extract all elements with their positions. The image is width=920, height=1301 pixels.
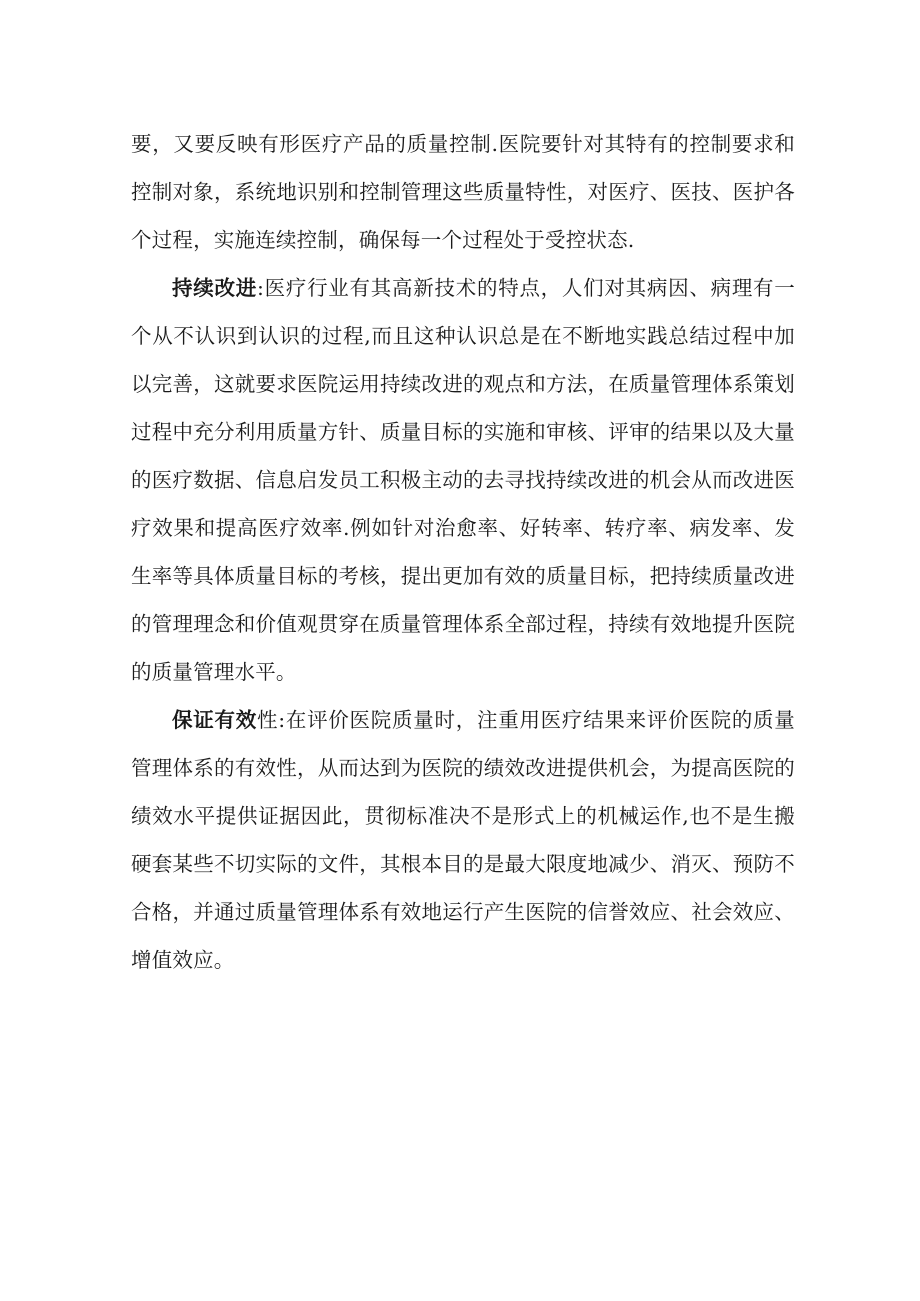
lead-term-continuous-improvement: 持续改进 [172, 276, 257, 300]
lead-term-ensure-effectiveness: 保证有效 [172, 708, 257, 732]
document-body [131, 120, 795, 984]
paragraph-text: 性:在评价医院质量时，注重用医疗结果来评价医院的质量管理体系的有效性，从而达到为医院的绩效改进提供机会，为提高医院的绩效水平提供证据因此，贯彻标准决不是形式上的机械运作,也不是生搬硬套某些不切实际的文件，其根本目的是最大限度地减少、消灭、预防不合格，并通过质量管理体系有效地运行产生医院的信誉效应、社会效应、增值效应。 [131, 708, 795, 972]
paragraph-ensure-effectiveness [131, 696, 795, 984]
paragraph-text: 要，又要反映有形医疗产品的质量控制.医院要针对其特有的控制要求和控制对象，系统地识别和控制管理这些质量特性，对医疗、医技、医护各个过程，实施连续控制，确保每一个过程处于受控状态. [131, 132, 795, 252]
paragraph-text: :医疗行业有其高新技术的特点，人们对其病因、病理有一个从不认识到认识的过程,而且这种认识总是在不断地实践总结过程中加以完善，这就要求医院运用持续改进的观点和方法，在质量管理体系策划过程中充分利用质量方针、质量目标的实施和审核、评审的结果以及大量的医疗数据、信息启发员工积极主动的去寻找持续改进的机会从而改进医疗效果和提高医疗效率.例如针对治愈率、好转率、转疗率、病发率、发生率等具体质量目标的考核，提出更加有效的质量目标，把持续质量改进的管理理念和价值观贯穿在质量管理体系全部过程，持续有效地提升医院的质量管理水平。 [131, 276, 795, 684]
paragraph-continuous-improvement [131, 264, 795, 696]
paragraph-quality-control [131, 120, 795, 264]
